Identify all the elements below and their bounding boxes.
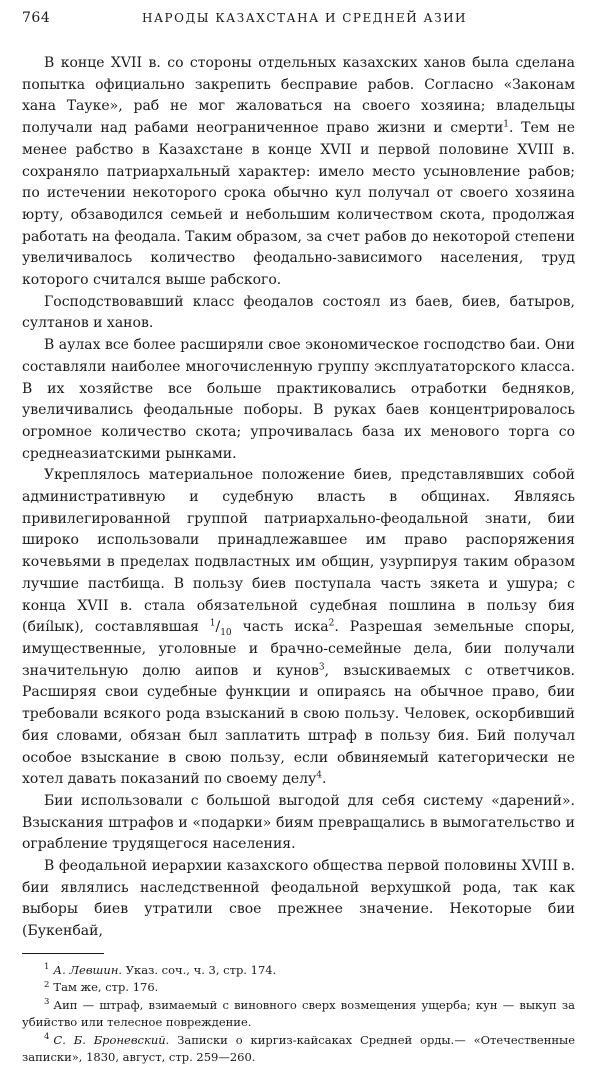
fraction-numerator: 1 bbox=[209, 618, 216, 629]
footnote-number: 3 bbox=[44, 997, 50, 1007]
footnote-number: 2 bbox=[44, 979, 50, 990]
paragraph-2: Господствовавший класс феодалов состоял из баев, биев, батыров, султанов и ханов. bbox=[22, 293, 575, 332]
page-number: 764 bbox=[22, 10, 51, 26]
fraction-one-tenth: $^1/_{10}$ bbox=[209, 618, 232, 639]
paragraph-4-part-a: Укреплялось материальное положение биев, представлявших собой административную и судебную власть в общинах. Являясь привилегированной группой патриархально-феодальной знати, бии широко использовали принадлежавшее им право распоряжения кочевьями в пределах подвластных им общин, узурпируя таким образом лучшие пастбища. В пользу биев поступала часть зякета и ушура; с конца XVII в. стала обязательной судебная пошлина в пользу бия (биílык), составлявшая bbox=[22, 467, 575, 636]
footnote-author: А. Левшин. bbox=[53, 962, 123, 977]
footnote-3 bbox=[22, 997, 575, 1032]
footnote-1 bbox=[22, 962, 575, 980]
paragraph-4-part-b: часть иска bbox=[231, 619, 329, 636]
footnotes bbox=[22, 962, 575, 1067]
footnote-ref-1: 1 bbox=[503, 119, 510, 130]
footnote-number: 1 bbox=[44, 962, 50, 972]
footnote-text: Там же, стр. 176. bbox=[53, 980, 159, 995]
book-page bbox=[22, 10, 575, 1067]
page-header bbox=[22, 10, 575, 34]
paragraph-3: В аулах все более расширяли свое экономическое господство баи. Они составляли наиболее многочисленную группу эксплуататорского класса. В их хозяйстве все больше практиковались отработки бедняков, увеличивались феодальные поборы. В руках баев концентрировалось огромное количество скота; упрочивалась база их менового торга со среднеазиатскими рынками. bbox=[22, 337, 575, 462]
paragraph-4-part-d: , взыскиваемых с ответчиков. Расширяя свои судебные функции и опираясь на обычное право, бии требовали всякого рода взысканий в свою пользу. Человек, оскорбивший бия словами, обязан был заплатить штраф в пользу бия. Бий получал особое взыскание в свою пользу, если обвиняемый категорически не хотел давать показаний по своему делу bbox=[22, 662, 575, 788]
paragraph-5: Бии использовали с большой выгодой для себя систему «дарений». Взыскания штрафов и «подарки» биям превращались в вымогательство и ограбление трудящегося населения. bbox=[22, 792, 575, 853]
fraction-denominator: 10 bbox=[220, 628, 232, 639]
footnote-4 bbox=[22, 1032, 575, 1067]
footnote-2 bbox=[22, 979, 575, 997]
footnote-ref-4: 4 bbox=[316, 770, 322, 781]
footnote-ref-3: 3 bbox=[318, 662, 325, 673]
footnote-text: Аип — штраф, взимаемый с виновного сверх возмещения ущерба; кун — выкуп за убийство или телесное повреждение. bbox=[22, 997, 575, 1030]
paragraph-1-part-a: В конце XVII в. со стороны отдельных казахских ханов была сделана попытка официально закрепить бесправие рабов. Согласно «Законам хана Тауке», раб не мог жаловаться на своего хозяина; владельцы получали над рабами неограниченное право жизни и смерти bbox=[22, 55, 575, 137]
footnote-author: С. Б. Броневский. bbox=[53, 1032, 170, 1047]
paragraph-1-part-b: . Тем не менее рабство в Казахстане в конце XVII и первой половине XVIII в. сохраняло патриархальный характер: имело место усыновление рабов; по истечении некоторого срока обычно кул получал от своего хозяина юрту, обзаводился семьей и небольшим количеством скота, продолжая работать на феодала. Таким образом, за счет рабов до некоторой степени увеличивалось количество феодально-зависимого населения, труд которого считался выше рабского. bbox=[22, 120, 575, 289]
running-title: НАРОДЫ КАЗАХСТАНА И СРЕДНЕЙ АЗИИ bbox=[142, 11, 468, 25]
footnote-number: 4 bbox=[44, 1032, 50, 1042]
paragraph-6: В феодальной иерархии казахского общества первой половины XVIII в. бии являлись наследственной феодальной верхушкой рода, так как выборы биев утратили свое прежнее значение. Некоторые бии (Букенбай, bbox=[22, 858, 575, 940]
main-text bbox=[22, 53, 575, 943]
paragraph-4-part-e: . bbox=[322, 771, 327, 788]
footnote-text: Записки о киргиз-кайсаках Средней орды.— «Отечественные записки», 1830, август, стр. 259—260. bbox=[22, 1032, 575, 1065]
footnote-ref-2: 2 bbox=[328, 618, 335, 629]
paragraph-4 bbox=[22, 465, 575, 791]
footnote-divider bbox=[22, 953, 104, 954]
footnote-text: Указ. соч., ч. 3, стр. 174. bbox=[122, 962, 277, 977]
paragraph-4-part-c: . Разрешая земельные споры, имущественные, уголовные и брачно-семейные дела, бии получали значительную долю аипов и кунов bbox=[22, 619, 575, 679]
paragraph-1 bbox=[22, 53, 575, 292]
